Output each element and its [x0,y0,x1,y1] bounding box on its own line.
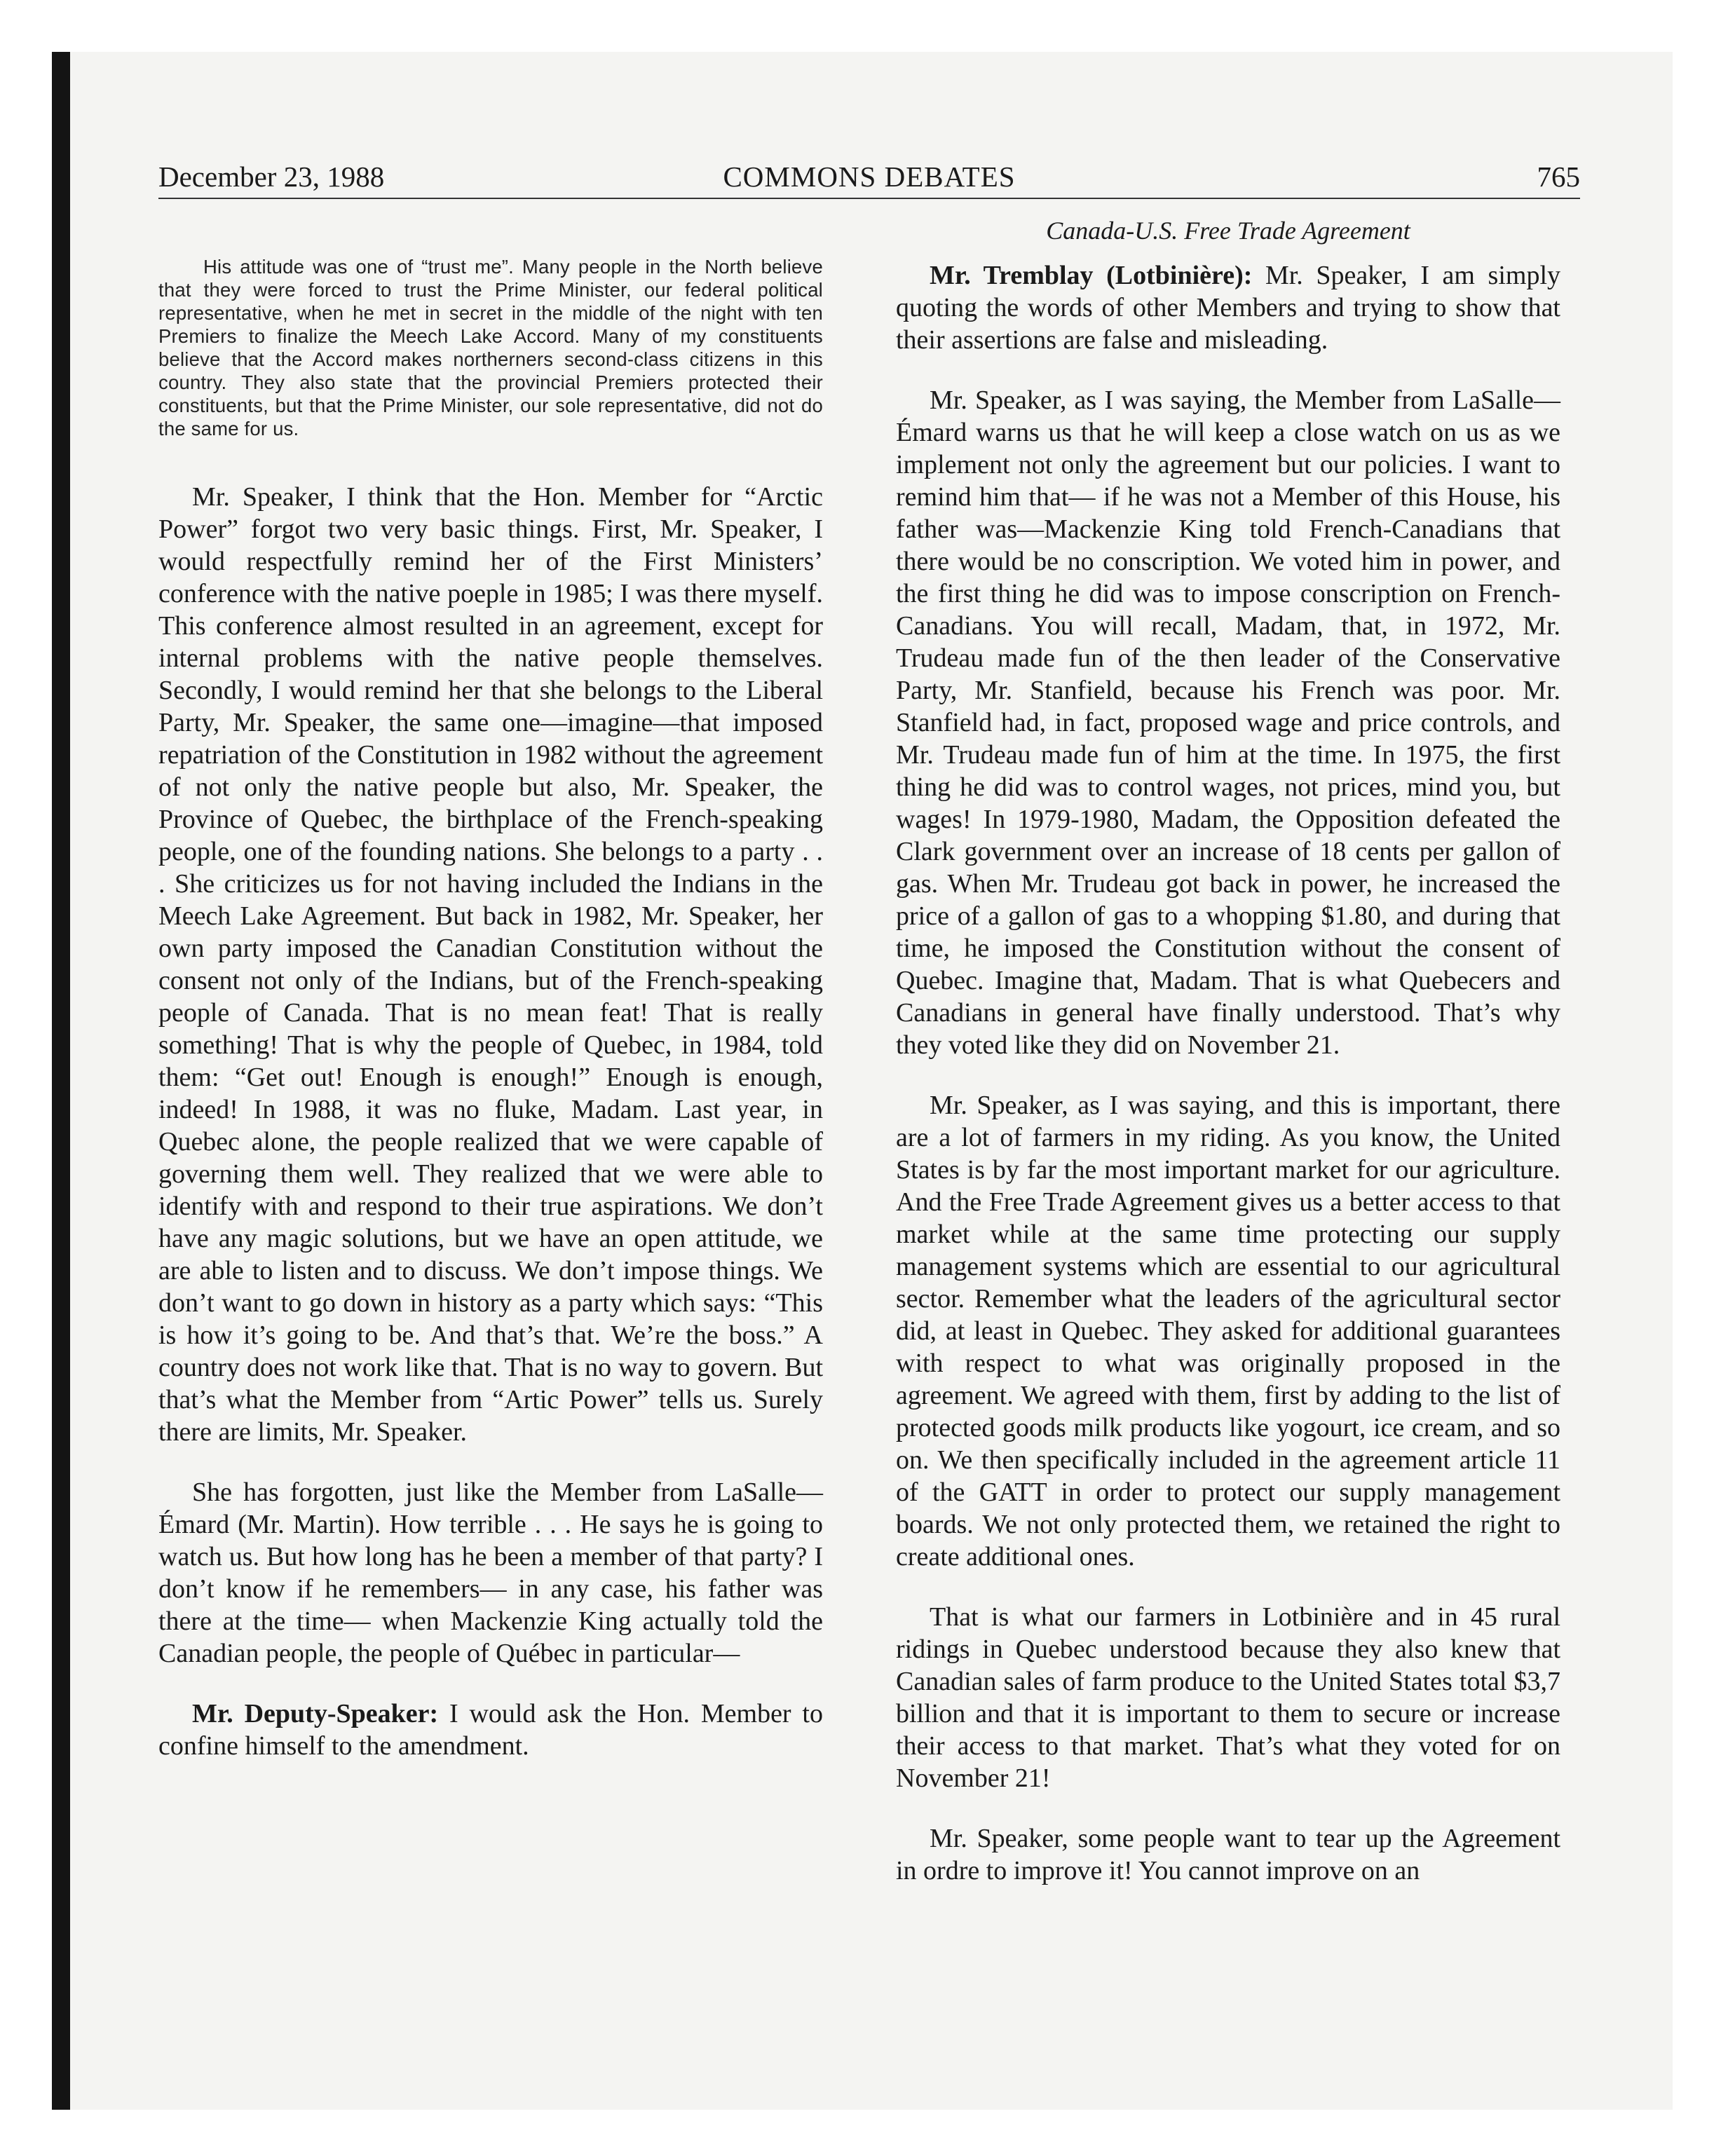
paragraph: She has forgotten, just like the Member from LaSalle—Émard (Mr. Martin). How terrible . . . He says he is going to watch us. But how long has he been a member of that party? I don’t know if he remembers— in any case, his father was there at the time— when Mackenzie King actually told the Canadian people, the people of Québec in particular— [158,1478,823,1668]
binding-edge [52,52,70,2110]
paragraph: Mr. Speaker, I think that the Hon. Member for “Arctic Power” forgot two very basic things. First, Mr. Speaker, I would respectfully remind her of the First Ministers’ conference with the native poeple in 1985; I was there myself. This conference almost resulted in an agreement, except for internal problems with the native people themselves. Secondly, I would remind her that she belongs to the Liberal Party, Mr. Speaker, the same one—imagine—that imposed repatriation of the Constitution in 1982 without the agreement of not only the native people but also, Mr. Speaker, the Province of Quebec, the birthplace of the French-speaking people, one of the founding nations. She belongs to a party . . . She criticizes us for not having included the Indians in the Meech Lake Agreement. But back in 1982, Mr. Speaker, her own party imposed the Canadian Constitution without the consent not only of the Indians, but of the French-speaking people of Canada. That is no mean feat! That is really something! That is why the people of Quebec, in 1984, told them: “Get out! Enough is enough!” Enough is enough, indeed! In 1988, it was no fluke, Madam. Last year, in Quebec alone, the people realized that we were capable of governing them well. They realized that we were able to identify with and respond to their true aspirations. We don’t have any magic solutions, but we have an open attitude, we are able to listen and to discuss. We don’t impose things. We don’t want to go down in history as a party which says: “This is how it’s going to be. And that’s that. We’re the boss.” A country does not work like that. That is no way to govern. But that’s what the Member from “Artic Power” tells us. Surely there are limits, Mr. Speaker. [158,482,823,1447]
speech-text: Mr. Speaker, I am simply quoting the words of other Members and trying to show that their assertions are false and misleading. [896,261,1561,355]
paragraph [896,259,1560,356]
left-column [158,214,823,1762]
right-column [896,214,1560,1887]
speaker-name: Mr. Tremblay (Lotbinière): [930,261,1253,290]
paragraph: Mr. Speaker, as I was saying, and this is important, there are a lot of farmers in my riding. As you know, the United States is by far the most important market for our agriculture. And the Free Trade Agreement gives us a better access to that market while at the same time protecting our supply management systems which are essential to our agricultural sector. Remember what the leaders of the agricultural sector did, at least in Quebec. They asked for additional guarantees with respect to what was originally proposed in the agreement. We agreed with them, first by adding to the list of protected goods milk products like yogourt, ice cream, and so on. We then specifically included in the agreement article 11 of the GATT in order to protect our supply management boards. We not only protected them, we retained the right to create additional ones. [896,1091,1560,1571]
speech-text: I would ask the Hon. Member to confine himself to the amendment. [158,1699,823,1761]
header-date: December 23, 1988 [158,161,385,193]
paragraph: Mr. Speaker, some people want to tear up the Agreement in ordre to improve it! You cannot improve on an [896,1824,1560,1885]
section-title: Canada-U.S. Free Trade Agreement [1046,217,1410,245]
page-number: 765 [1537,161,1580,193]
running-header [158,157,1580,196]
paragraph: That is what our farmers in Lotbinière and in 45 rural ridings in Quebec understood because they also knew that Canadian sales of farm produce to the United States total $3,7 billion and that it is important to them to secure or increase their access to that market. That’s what they voted for on November 21! [896,1602,1560,1793]
header-rule [158,198,1580,199]
header-title: COMMONS DEBATES [723,161,1016,193]
block-quote: His attitude was one of “trust me”. Many people in the North believe that they were forced to trust the Prime Minister, our federal political representative, when he met in secret in the middle of the night with ten Premiers to finalize the Meech Lake Accord. Many of my constituents believe that the Accord makes northerners second-class citizens in this country. They also state that the provincial Premiers protected their constituents, but that the Prime Minister, our sole representative, did not do the same for us. [158,256,823,439]
paragraph [158,1698,823,1762]
speaker-name: Mr. Deputy-Speaker: [192,1699,439,1728]
paragraph: Mr. Speaker, as I was saying, the Member from LaSalle—Émard warns us that he will keep a close watch on us as we implement not only the agreement but our policies. I want to remind him that— if he was not a Member of this House, his father was—Mackenzie King told French-Canadians that there would be no conscription. We voted him in power, and the first thing he did was to impose conscription on French-Canadians. You will recall, Madam, that, in 1972, Mr. Trudeau made fun of the then leader of the Conservative Party, Mr. Stanfield, because his French was poor. Mr. Stanfield had, in fact, proposed wage and price controls, and Mr. Trudeau made fun of him at the time. In 1975, the first thing he did was to control wages, not prices, mind you, but wages! In 1979-1980, Madam, the Opposition defeated the Clark government over an increase of 18 cents per gallon of gas. When Mr. Trudeau got back in power, he increased the price of a gallon of gas to a whopping $1.80, and during that time, he imposed the Constitution without the consent of Quebec. Imagine that, Madam. That is what Quebecers and Canadians in general have finally understood. That’s why they voted like they did on November 21. [896,386,1560,1060]
